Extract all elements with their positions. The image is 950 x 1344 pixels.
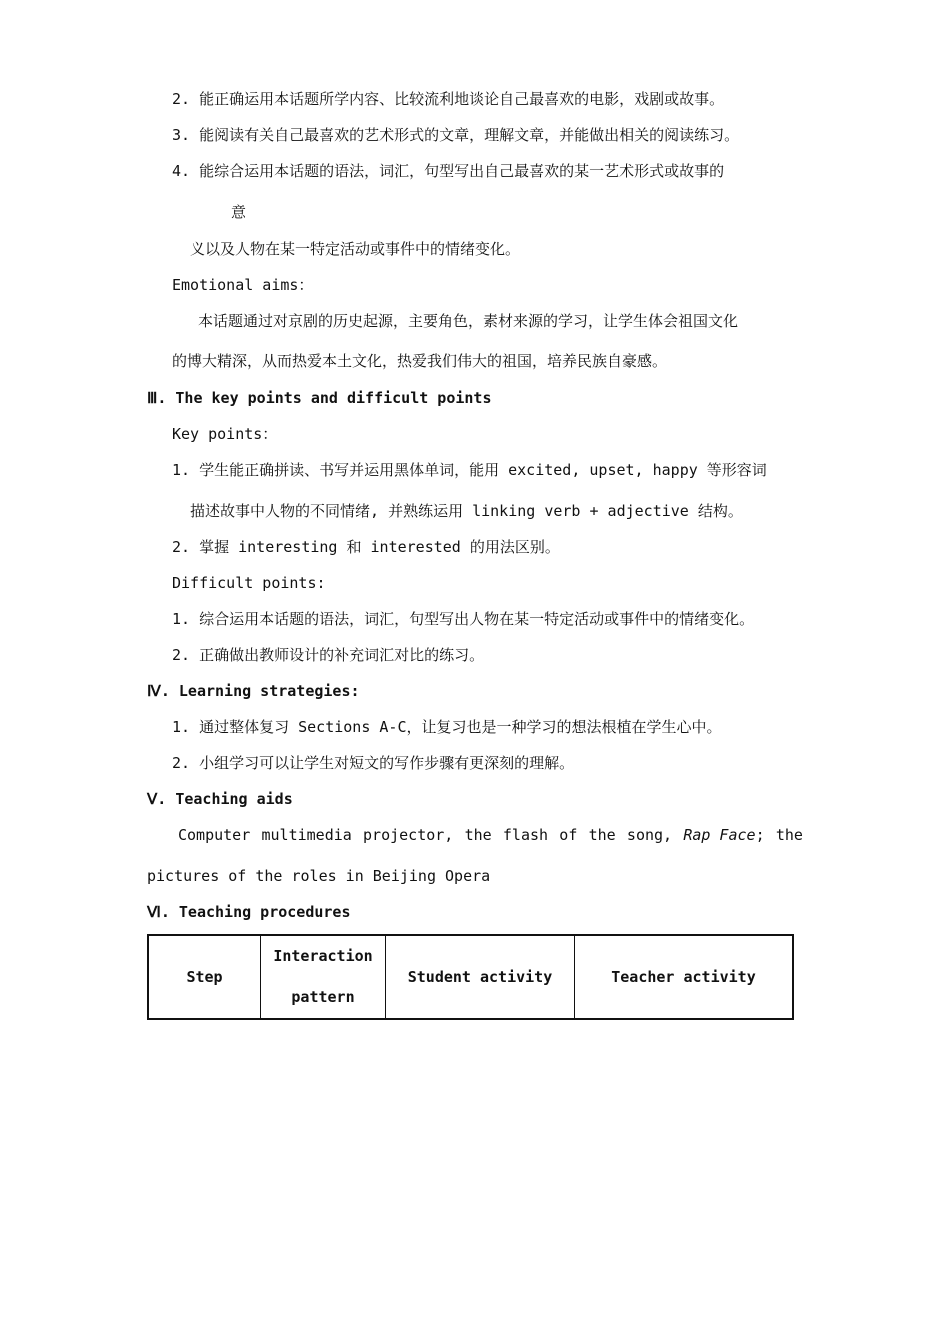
strategy-1: 1. 通过整体复习 Sections A-C，让复习也是一种学习的想法根植在学生心中。 [172, 718, 722, 736]
section-4-heading: Ⅳ. Learning strategies: [147, 682, 360, 700]
strategy-2: 2. 小组学习可以让学生对短文的写作步骤有更深刻的理解。 [172, 754, 575, 772]
difficult-point-1: 1. 综合运用本话题的语法，词汇，句型写出人物在某一特定活动或事件中的情绪变化。 [172, 610, 755, 628]
aids-word: the [464, 826, 492, 844]
table-header-row [148, 935, 793, 1019]
aids-word: the [588, 826, 616, 844]
difficult-point-2: 2. 正确做出教师设计的补充词汇对比的练习。 [172, 646, 485, 664]
ability-item-4: 4. 能综合运用本话题的语法，词汇，句型写出自己最喜欢的某一艺术形式或故事的 [172, 162, 725, 180]
key-point-1-line-1: 1. 学生能正确拼读、书写并运用黑体单词，能用 excited, upset, happy 等形容词 [172, 461, 767, 479]
emotional-aims-label: Emotional aims： [172, 276, 314, 294]
song-title-punct: ; [755, 826, 765, 844]
section-3-heading: Ⅲ. The key points and difficult points [147, 389, 492, 407]
aids-word: song, [626, 826, 673, 844]
header-interaction-line-1: Interaction [273, 947, 373, 965]
ability-item-4-wrap-1: 意 [231, 203, 247, 221]
header-interaction-pattern [261, 935, 386, 1019]
header-student-activity: Student activity [386, 935, 575, 1019]
emotional-aims-line-2: 的博大精深，从而热爱本土文化，热爱我们伟大的祖国，培养民族自豪感。 [172, 352, 668, 370]
key-point-1-line-2: 描述故事中人物的不同情绪, 并熟练运用 linking verb + adjective 结构。 [190, 502, 743, 520]
aids-word: projector, [363, 826, 454, 844]
key-point-2: 2. 掌握 interesting 和 interested 的用法区别。 [172, 538, 560, 556]
aids-word: of [559, 826, 578, 844]
header-step: Step [148, 935, 261, 1019]
aids-word: flash [502, 826, 549, 844]
aids-word: the [775, 826, 803, 844]
song-title-text: Rap Face [683, 826, 756, 844]
ability-item-4-wrap-2: 义以及人物在某一特定活动或事件中的情绪变化。 [190, 240, 521, 258]
header-teacher-activity: Teacher activity [575, 935, 794, 1019]
ability-item-2: 2. 能正确运用本话题所学内容、比较流利地谈论自己最喜欢的电影，戏剧或故事。 [172, 90, 725, 108]
difficult-points-label: Difficult points: [172, 574, 326, 592]
procedures-table [147, 934, 794, 1020]
emotional-aims-line-1: 本话题通过对京剧的历史起源，主要角色，素材来源的学习，让学生体会祖国文化 [198, 312, 739, 330]
teaching-aids-line-2: pictures of the roles in Beijing Opera [147, 867, 491, 885]
aids-word: multimedia [261, 826, 352, 844]
section-5-heading: Ⅴ. Teaching aids [147, 790, 293, 808]
aids-word: Computer [178, 826, 251, 844]
song-title [683, 825, 764, 845]
ability-item-3: 3. 能阅读有关自己最喜欢的艺术形式的文章，理解文章，并能做出相关的阅读练习。 [172, 126, 740, 144]
teaching-aids-line-1 [178, 825, 803, 845]
section-6-heading: Ⅵ. Teaching procedures [147, 903, 351, 921]
header-interaction-line-2: pattern [291, 988, 355, 1006]
key-points-label: Key points： [172, 425, 278, 443]
